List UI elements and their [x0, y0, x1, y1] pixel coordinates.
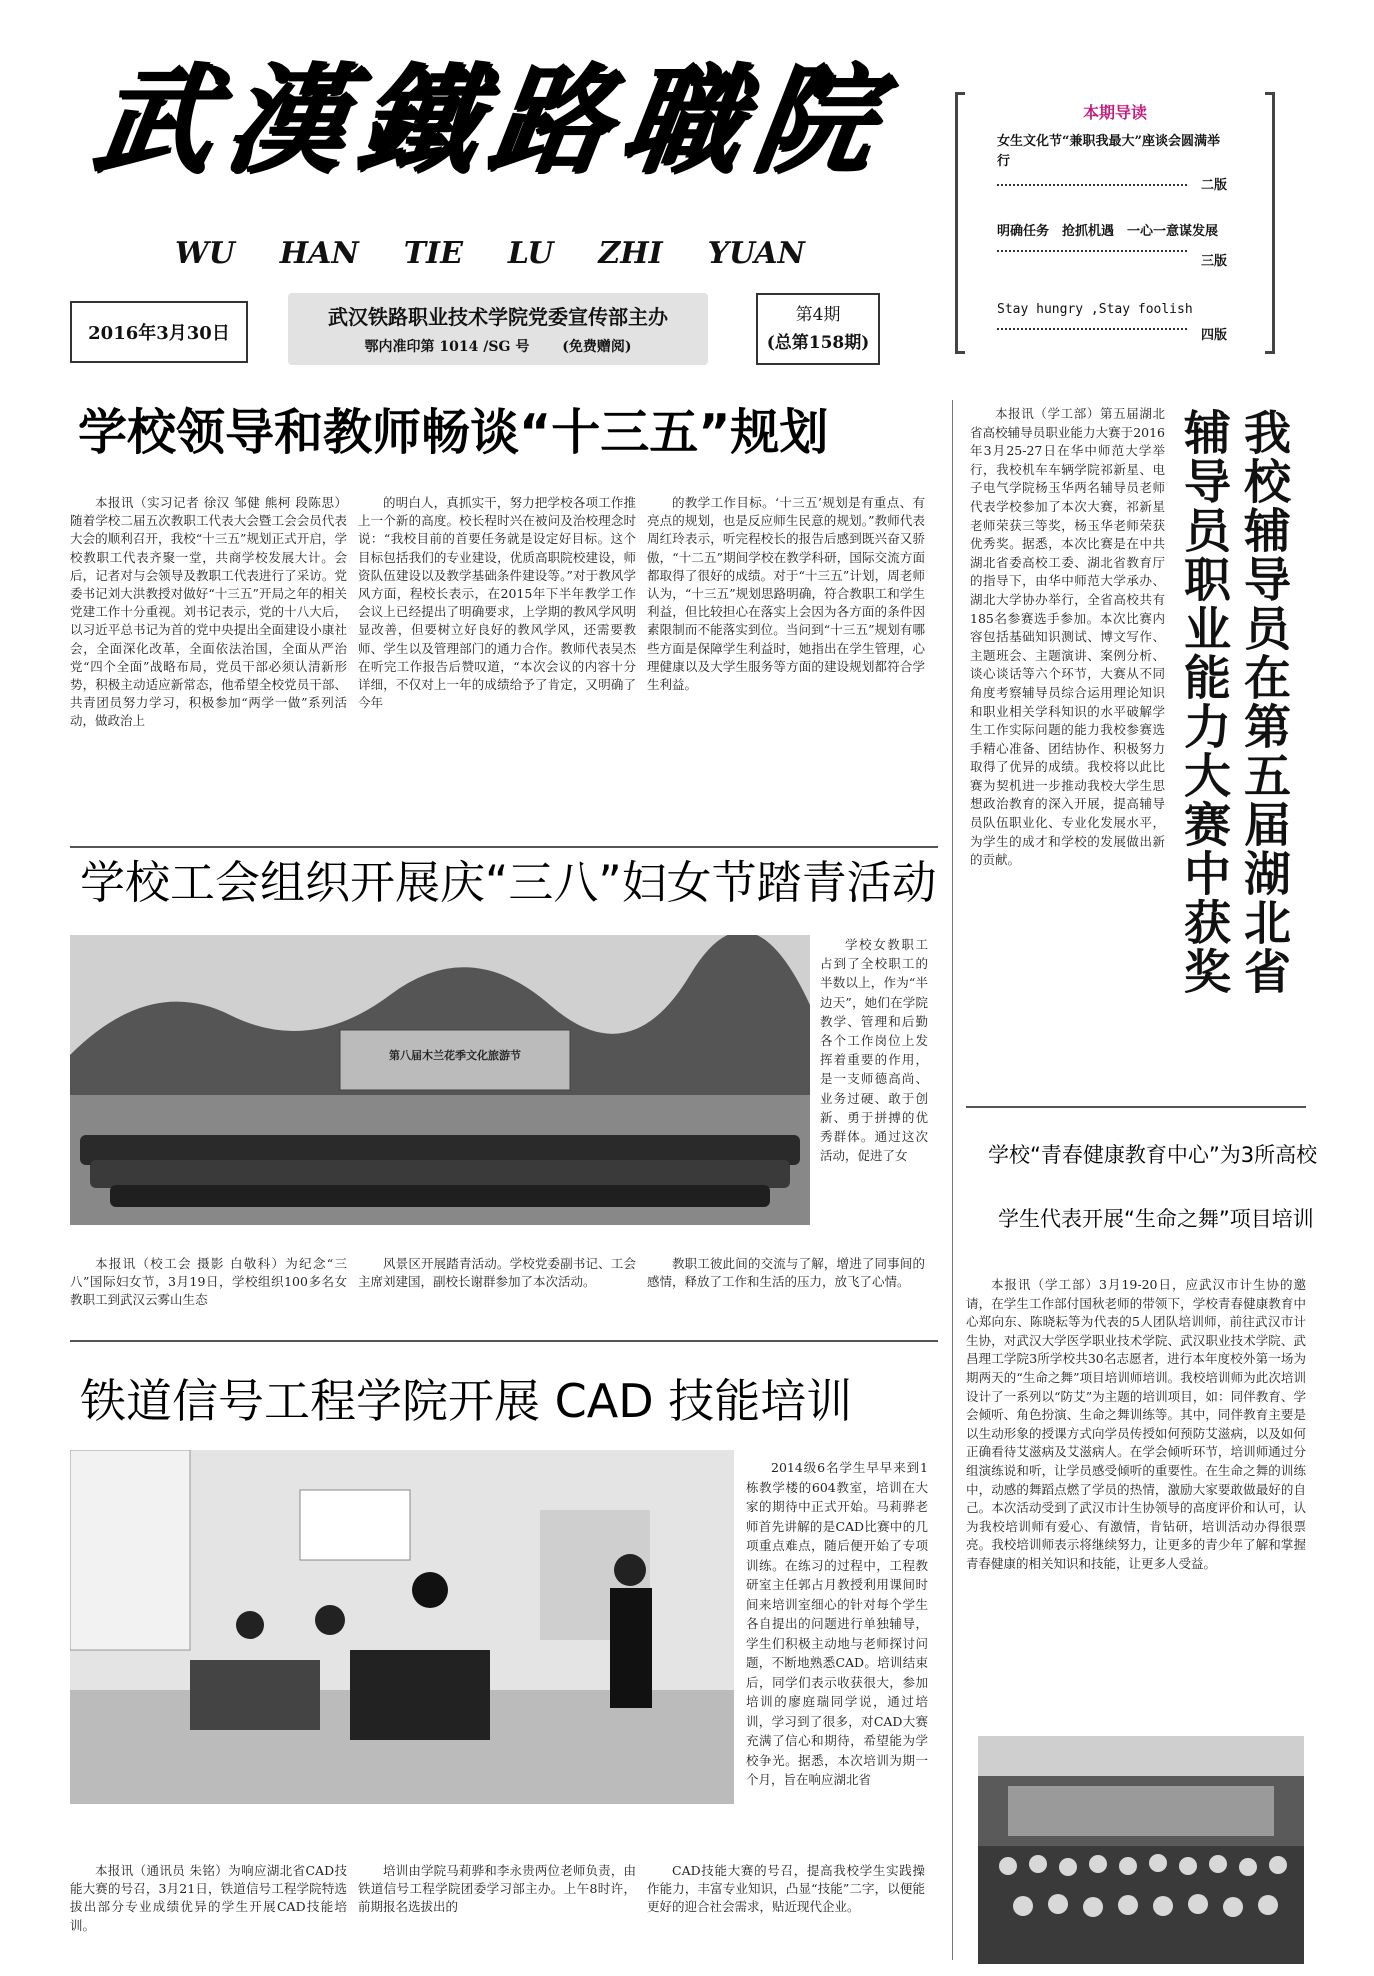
toc-item[interactable]: Stay hungry ,Stay foolish — [997, 302, 1193, 317]
pinyin-syllable: YUAN — [707, 236, 805, 271]
toc-title: 本期导读 — [1082, 103, 1147, 122]
article3-col2 — [358, 1862, 636, 1958]
table-of-contents — [955, 92, 1275, 354]
toc-leader — [997, 176, 1187, 186]
article3-col1 — [70, 1862, 347, 1958]
classroom-photo — [70, 1450, 734, 1804]
article3-text: CAD技能大赛的号召，提高我校学生实践操作能力，丰富专业知识，凸显“技能”二字，以便能更好的迎合社会需求，贴近现代企业。 — [647, 1863, 925, 1915]
article1-col1 — [70, 494, 347, 832]
pinyin-syllable: ZHI — [598, 236, 663, 271]
pinyin-syllable: TIE — [403, 236, 463, 271]
group-photo — [70, 935, 810, 1225]
classroom-photo-image — [70, 1450, 734, 1804]
article2-side — [820, 935, 928, 1235]
article5-body — [966, 1276, 1306, 1711]
article2-col2 — [358, 1255, 636, 1319]
article2-text: 学校女教职工占到了全校职工的半数以上，作为“半边天”，她们在学院教学、管理和后勤各个工作岗位上发挥着重要的作用，是一支师德高尚、业务过硬、敢于创新、勇于拼搏的优秀群体。通过这次活动，促进了女 — [820, 937, 928, 1164]
article2-col1 — [70, 1255, 347, 1319]
article5-text: 本报讯（学工部）3月19-20日，应武汉市计生协的邀请，在学生工作部付国秋老师的带领下，学校青春健康教育中心郑向东、陈晓耘等为代表的5人团队培训师，前往武汉市计生协，对武汉大学医学职业技术学院、武汉职业技术学院、武昌理工学院3所学校共30名志愿者，进行本年度校外第一场为期两天的“生命之舞”项目培训师培训。我校培训师为此次培训设计了一系列以“防艾”为主题的培训项目，如：同伴教育、学会倾听、角色扮演、生命之舞训练等。其中，同伴教育主要是以生动形象的授课方式向学员传授如何预防艾滋病，以及如何正确看待艾滋病及艾滋病人。在学会倾听环节，培训师通过分组演练说和听，让学员感受倾听的重要性。在生命之舞的训练中，动感的舞蹈点燃了学员的热情，激励大家要敢做最好的自己。本次活动受到了武汉市计生协领导的高度评价和认可，认为我校培训师有爱心、有激情，肯钻研，培训活动办得很票亮。我校培训师表示将继续努力，让更多的青少年了解和掌握青春健康的相关知识和技能，让更多人受益。 — [966, 1277, 1306, 1571]
training-photo — [978, 1736, 1304, 1964]
article4-text: 本报讯（学工部）第五届湖北省高校辅导员职业能力大赛于2016年3月25-27日在华中师范大学举行，我校机车车辆学院祁新星、电子电气学院杨玉华两名辅导员老师代表学校参加了本次大赛，祁新星老师荣获三等奖，杨玉华老师荣获优秀奖。据悉，本次比赛是在中共湖北省委高校工委、湖北省教育厅的指导下，由华中师范大学承办、湖北大学协办举行，全省高校共有185名参赛选手参加。本次比赛内容包括基础知识测试、博文写作、主题班会、主题演讲、案例分析、谈心谈话等六个环节，大赛从不同角度考察辅导员综合运用理论知识和职业相关学科知识的水平破解学生工作实际问题的能力我校参赛选手精心准备、团结协作、积极努力取得了优异的成绩。我校将以此比赛为契机进一步推动我校大学生思想政治教育的深入开展，提高辅导员队伍职业化、专业化发展水平，为学生的成才和学校的发展做出新的贡献。 — [970, 406, 1165, 868]
article1-text: 的明白人，真抓实干，努力把学校各项工作推上一个新的高度。校长程时兴在被问及治校理念时说：“我校目前的首要任务就是设定好目标。这个目标包括我们的专业建设，优质高职院校建设，师资队伍建设以及教学基础条件建设等。”对于教风学风方面，程校长表示，在2015年下半年教学工作会议上已经提出了明确要求，上学期的教风学风明显改善，但要树立好良好的教风学风，还需要教师、学生以及管理部门的通力合作。教师代表吴杰在听完工作报告后赞叹道，“本次会议的内容十分详细，不仅对上一年的成绩给予了肯定，又明确了今年 — [358, 495, 636, 711]
publisher: 武汉铁路职业技术学院党委宣传部主办 — [328, 305, 668, 329]
article3-text: 培训由学院马莉骅和李永贵两位老师负责，由铁道信号工程学院团委学习部主办。上午8时许，前期报名选拔出的 — [358, 1863, 636, 1915]
article4-body — [970, 405, 1165, 1070]
toc-item[interactable]: 女生文化节“兼职我最大”座谈会圆满举行 — [997, 134, 1220, 169]
article3-side — [746, 1458, 928, 1830]
article1-col3 — [647, 494, 925, 832]
training-photo-image — [978, 1736, 1304, 1964]
publisher-box — [288, 293, 708, 365]
toc-bracket-left — [955, 92, 965, 354]
article2-headline[interactable]: 学校工会组织开展庆“三八”妇女节踏青活动 — [80, 856, 937, 909]
article5-headline-line2[interactable]: 学生代表开展“生命之舞”项目培训 — [998, 1207, 1314, 1231]
article5-headline-line1[interactable]: 学校“青春健康教育中心”为3所高校 — [988, 1143, 1318, 1167]
article3-col3 — [647, 1862, 925, 1958]
article1-headline[interactable]: 学校领导和教师畅谈“十三五”规划 — [78, 404, 829, 461]
toc-page: 四版 — [1200, 328, 1227, 343]
article4-headline-line2[interactable]: 辅导员职业能力大赛中获奖 — [1176, 408, 1231, 996]
toc-bracket-right — [1265, 92, 1275, 354]
article1-text: 的教学工作目标。‘十三五’规划是有重点、有亮点的规划，也是反应师生民意的规划。”教师代表周红玲表示，听完程校长的报告后感到既兴奋又骄傲，“十二五”期间学校在教学科研，国际交流方面都取得了很好的成绩。对于“十三五”计划，周老师认为，“十三五”规划思路明确，符合教职工和学生利益，但比较担心在落实上会因为各方面的条件因素限制而不能落实到位。当问到“十三五”规划有哪些方面是保障学生利益时，她指出在学生管理，心理健康以及大学生服务等方面的建设规划都符合学生利益。 — [647, 495, 925, 693]
permit-line — [288, 336, 708, 356]
group-photo-image — [70, 935, 810, 1225]
free-note: (免费赠阅) — [562, 339, 632, 355]
section-rule — [966, 1106, 1306, 1108]
toc-leader — [997, 320, 1187, 330]
issue-number-box — [756, 293, 880, 365]
article2-text: 风景区开展踏青活动。学校党委副书记、工会主席刘建国，副校长谢群参加了本次活动。 — [358, 1256, 636, 1290]
toc-item[interactable]: 明确任务 抢抓机遇 一心一意谋发展 — [997, 224, 1219, 239]
article1-col2 — [358, 494, 636, 832]
column-divider — [952, 400, 953, 1960]
toc-page: 三版 — [1200, 254, 1227, 269]
article2-col3 — [647, 1255, 925, 1319]
masthead — [85, 50, 897, 212]
issue-number: 第4期 — [795, 305, 841, 325]
article1-text: 本报讯（实习记者 徐汉 邹健 熊柯 段陈思）随着学校二届五次教职工代表大会暨工会会员代表大会的顺利召开，我校“十三五”规划正式开启，学校教职工代表齐聚一堂，共商学校发展大计。会后，记者对与会领导及教职工代表进行了采访。党委书记刘大洪教授对做好“十三五”开局之年的相关党建工作十分重视。刘书记表示，党的十八大后，以习近平总书记为首的党中央提出全面建设小康社会，全面深化改革，全面依法治国，全面从严治党“四个全面”战略布局，党员干部必须认清新形势，积极主动适应新常态，他希望全校党员干部、共青团员努力学习，积极参加“两学一做”系列活动，做政治上 — [70, 495, 347, 729]
section-rule — [70, 846, 938, 848]
article3-text: 本报讯（通讯员 朱铭）为响应湖北省CAD技能大赛的号召，3月21日，铁道信号工程学院特选拔出部分专业成绩优异的学生开展CAD技能培训。 — [70, 1863, 347, 1933]
pinyin-syllable: WU — [175, 236, 235, 271]
permit-number: 鄂内准印第 1014 /SG 号 — [364, 339, 530, 355]
article4-headline-line1[interactable]: 我校辅导员在第五届湖北省 — [1236, 408, 1291, 996]
banner-text: 第八届木兰花季文化旅游节 — [389, 1049, 521, 1062]
issue-total: (总第158期) — [766, 333, 870, 353]
masthead-title: 武漢鐵路職院 — [85, 50, 897, 189]
pinyin-syllable: LU — [507, 236, 554, 271]
article3-text: 2014级6名学生早早来到1栋教学楼的604教室，培训在大家的期待中正式开始。马莉骅老师首先讲解的是CAD比赛中的几项重点难点，随后便开始了专项训练。在练习的过程中，工程教研室主任郭占月教授利用课间时间来培训室细心的针对每个学生各自提出的问题进行单独辅导，学生们积极主动地与老师探讨问题，不断地熟悉CAD。培训结束后，同学们表示收获很大，参加培训的廖庭瑞同学说，通过培训，学习到了很多，对CAD大赛充满了信心和期待，希望能为学校争光。据悉，本次培训为期一个月，旨在响应湖北省 — [746, 1460, 928, 1787]
issue-date: 2016年3月30日 — [70, 301, 248, 363]
masthead-pinyin — [175, 236, 805, 276]
toc-leader — [997, 242, 1187, 252]
pinyin-syllable: HAN — [279, 236, 359, 271]
section-rule — [70, 1340, 938, 1342]
article3-headline[interactable]: 铁道信号工程学院开展 CAD 技能培训 — [80, 1374, 853, 1428]
toc-page: 二版 — [1200, 178, 1227, 193]
article2-text: 本报讯（校工会 摄影 白敬科）为纪念“三八”国际妇女节，3月19日，学校组织100多名女教职工到武汉云雾山生态 — [70, 1256, 347, 1308]
article2-text: 教职工彼此间的交流与了解，增进了同事间的感情，释放了工作和生活的压力，放飞了心情。 — [647, 1256, 925, 1290]
